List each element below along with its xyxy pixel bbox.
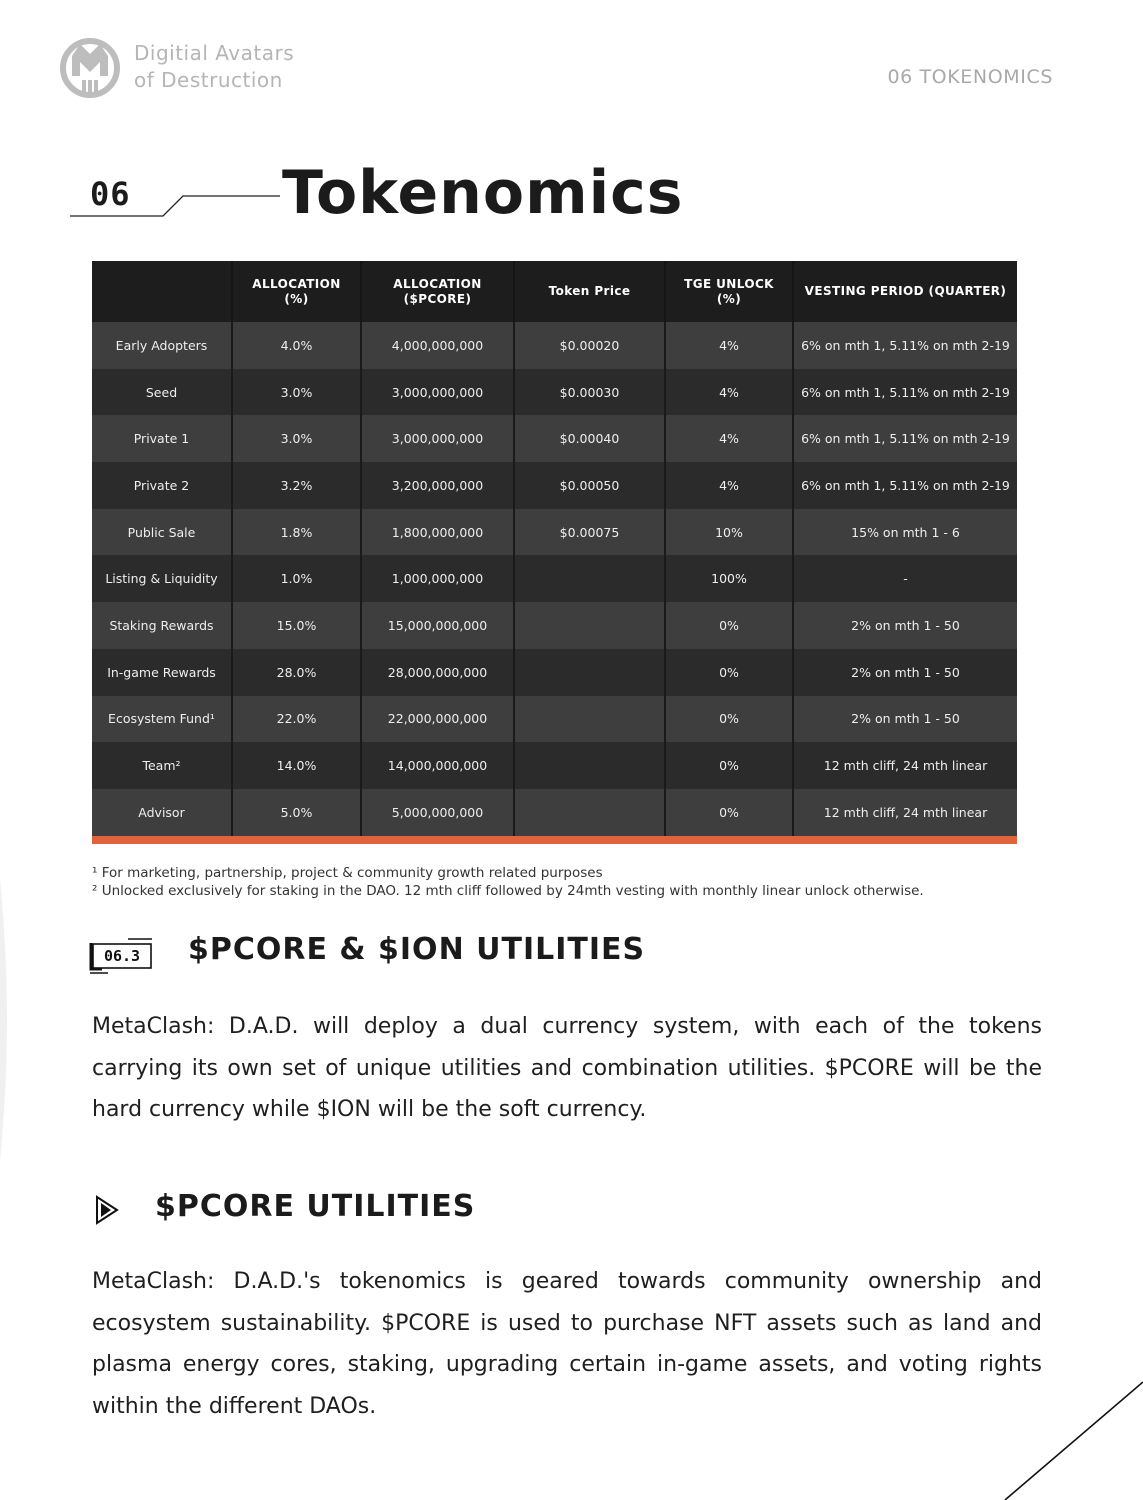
table-cell: 3.0% [232,415,361,462]
header-cell [92,261,232,322]
table-cell: 15.0% [232,602,361,649]
table-cell: 4% [665,322,793,369]
row-label-cell: Advisor [92,789,232,836]
table-row [92,649,1017,696]
table-cell: 6% on mth 1, 5.11% on mth 2-19 [793,415,1017,462]
table-cell: 2% on mth 1 - 50 [793,602,1017,649]
table-cell: 4% [665,462,793,509]
row-label-cell: Seed [92,369,232,416]
table-body [92,322,1017,836]
table-cell: 0% [665,602,793,649]
table-cell [514,649,665,696]
footnote-1: ¹ For marketing, partnership, project & community growth related purposes [92,865,603,881]
page-edge-shadow [0,880,14,1160]
utilities-paragraph: MetaClash: D.A.D. will deploy a dual currency system, with each of the tokens carrying its own set of unique utilities and combination utilities. $PCORE will be the hard currency while $ION will be the soft currency. [92,1014,1042,1122]
table-row [92,462,1017,509]
play-arrow-icon [94,1195,120,1225]
table-row [92,696,1017,743]
table-cell: $0.00020 [514,322,665,369]
table-row [92,415,1017,462]
table-cell: $0.00050 [514,462,665,509]
table-cell: 14,000,000,000 [361,742,514,789]
table-row [92,789,1017,836]
table-cell: 1,800,000,000 [361,509,514,556]
table-cell: 28,000,000,000 [361,649,514,696]
table-cell: 1,000,000,000 [361,555,514,602]
table-cell [514,555,665,602]
table-cell: 14.0% [232,742,361,789]
brand-line-2: of Destruction [134,68,283,92]
table-row [92,742,1017,789]
header-cell: ALLOCATION ($PCORE) [361,261,514,322]
row-label-cell: Ecosystem Fund¹ [92,696,232,743]
table-header-row [92,261,1017,322]
table-cell: 5.0% [232,789,361,836]
header-cell: ALLOCATION (%) [232,261,361,322]
pcore-utilities-title: $PCORE UTILITIES [155,1189,476,1224]
header-cell: VESTING PERIOD (QUARTER) [793,261,1017,322]
table-cell [514,789,665,836]
table-row [92,509,1017,556]
table-cell: 15% on mth 1 - 6 [793,509,1017,556]
table-cell: 10% [665,509,793,556]
table-cell: $0.00030 [514,369,665,416]
table-cell: 12 mth cliff, 24 mth linear [793,789,1017,836]
pcore-utilities-paragraph: MetaClash: D.A.D.'s tokenomics is geared towards community ownership and ecosystem sustainability. $PCORE is used to purchase NFT assets such as land and plasma energy cores, staking, upgrading certain in-game assets, and voting rights within the different DAOs. [92,1269,1042,1419]
table-cell: 2% on mth 1 - 50 [793,696,1017,743]
page-label: 06 TOKENOMICS [887,66,1053,88]
badge-label: 06.3 [103,947,141,965]
table-cell: 1.8% [232,509,361,556]
table-cell: 3,000,000,000 [361,415,514,462]
table-cell: 4% [665,369,793,416]
row-label-cell: Staking Rewards [92,602,232,649]
table-cell: 3,200,000,000 [361,462,514,509]
dad-logo-icon [58,36,122,100]
table-cell: $0.00040 [514,415,665,462]
table-cell: 22.0% [232,696,361,743]
table-cell: 3.0% [232,369,361,416]
brand-name [134,40,294,94]
table-cell: - [793,555,1017,602]
header-cell: Token Price [514,261,665,322]
section-number: 06 [90,175,131,213]
table-cell: 3.2% [232,462,361,509]
row-label-cell: In-game Rewards [92,649,232,696]
row-label-cell: Team² [92,742,232,789]
table-cell: 28.0% [232,649,361,696]
table-cell: 100% [665,555,793,602]
table-row [92,322,1017,369]
table-cell: 4% [665,415,793,462]
utilities-title: $PCORE & $ION UTILITIES [188,932,646,967]
table-cell: 0% [665,649,793,696]
table-cell: $0.00075 [514,509,665,556]
table-row [92,369,1017,416]
table-cell: 4,000,000,000 [361,322,514,369]
table-cell [514,602,665,649]
section-badge [88,937,156,975]
table-cell: 15,000,000,000 [361,602,514,649]
footnotes [92,864,924,900]
table-cell: 6% on mth 1, 5.11% on mth 2-19 [793,462,1017,509]
header-cell: TGE UNLOCK (%) [665,261,793,322]
table-cell: 0% [665,742,793,789]
table-cell [514,742,665,789]
table-row [92,602,1017,649]
table-accent-bar [92,836,1017,844]
table-cell: 0% [665,789,793,836]
table-row [92,555,1017,602]
brand-line-1: Digitial Avatars [134,41,295,65]
table-cell: 12 mth cliff, 24 mth linear [793,742,1017,789]
table-cell: 6% on mth 1, 5.11% on mth 2-19 [793,322,1017,369]
row-label-cell: Listing & Liquidity [92,555,232,602]
table-cell: 2% on mth 1 - 50 [793,649,1017,696]
row-label-cell: Private 1 [92,415,232,462]
corner-decoration [995,1378,1143,1500]
table-cell: 5,000,000,000 [361,789,514,836]
table-cell: 0% [665,696,793,743]
tokenomics-table [92,261,1017,844]
row-label-cell: Private 2 [92,462,232,509]
table-cell: 6% on mth 1, 5.11% on mth 2-19 [793,369,1017,416]
row-label-cell: Public Sale [92,509,232,556]
table-cell: 4.0% [232,322,361,369]
table-cell [514,696,665,743]
footnote-2: ² Unlocked exclusively for staking in the DAO. 12 mth cliff followed by 24mth vesting with monthly linear unlock otherwise. [92,883,924,899]
row-label-cell: Early Adopters [92,322,232,369]
page-title: Tokenomics [282,158,684,228]
table-cell: 1.0% [232,555,361,602]
table-cell: 22,000,000,000 [361,696,514,743]
table-cell: 3,000,000,000 [361,369,514,416]
